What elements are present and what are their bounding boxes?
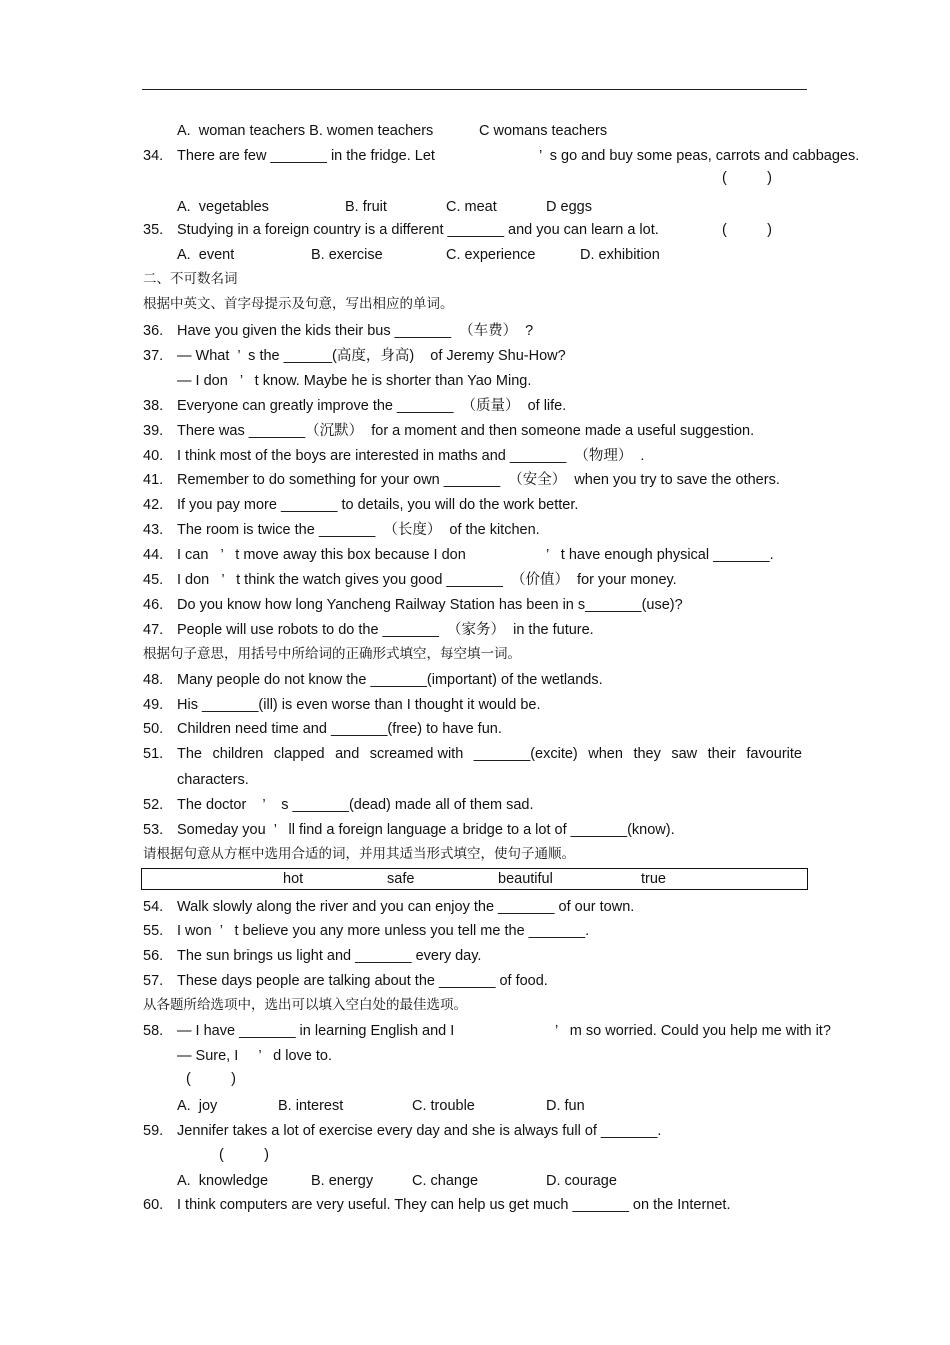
q33-option-ab: A. woman teachers B. women teachers <box>177 123 434 139</box>
q51-line2: characters. <box>177 772 249 788</box>
q51-word: they <box>633 746 661 762</box>
q35-option-d: D. exhibition <box>580 247 660 263</box>
q53-text: Someday you ’ ll find a foreign language a bridge to a lot of _______(know). <box>177 822 675 838</box>
instruction-3: 请根据句意从方框中选用合适的词，并用其适当形式填空，使句子通顺。 <box>143 846 575 862</box>
q58-text-a: — I have _______ in learning English and I <box>177 1023 455 1039</box>
q33-option-c: C womans teachers <box>479 123 608 139</box>
q51-number: 51. <box>143 746 164 762</box>
q60-text: I think computers are very useful. They can help us get much _______ on the Internet. <box>177 1197 731 1213</box>
q40-number: 40. <box>143 448 164 464</box>
q58-text-b: ’ m so worried. Could you help me with it? <box>555 1023 831 1039</box>
q51-word: The <box>177 746 202 762</box>
q59-answer-paren: ( ) <box>219 1147 269 1163</box>
q46-number: 46. <box>143 597 164 613</box>
q52-text: The doctor ’ s _______(dead) made all of them sad. <box>177 797 534 813</box>
q34-text-a: There are few _______ in the fridge. Let <box>177 148 435 164</box>
q50-text: Children need time and _______(free) to have fun. <box>177 721 502 737</box>
q37-number: 37. <box>143 348 164 364</box>
q48-text: Many people do not know the _______(important) of the wetlands. <box>177 672 603 688</box>
q50-number: 50. <box>143 721 164 737</box>
q58-line2: — Sure, I ’ d love to. <box>177 1048 332 1064</box>
q41-number: 41. <box>143 472 164 488</box>
q59-text: Jennifer takes a lot of exercise every day and she is always full of _______. <box>177 1123 662 1139</box>
q51-word: _______(excite) <box>473 746 578 762</box>
word-box-item: safe <box>387 871 415 887</box>
q39-number: 39. <box>143 423 164 439</box>
q45-text: I don ’ t think the watch gives you good _______ （价值） for your money. <box>177 572 677 588</box>
section-title: 二、不可数名词 <box>143 271 238 287</box>
q58-number: 58. <box>143 1023 164 1039</box>
q37-line1: — What ’ s the ______(高度，身高) of Jeremy Shu-How? <box>177 348 566 364</box>
top-rule <box>142 89 807 90</box>
q35-text: Studying in a foreign country is a different _______ and you can learn a lot. <box>177 222 659 238</box>
q51-word: clapped <box>273 746 325 762</box>
q44-text-b: ’ t have enough physical _______. <box>546 547 774 563</box>
q59-option-c: C. change <box>412 1173 479 1189</box>
word-box-item: true <box>641 871 666 887</box>
q34-text-b: ’ s go and buy some peas, carrots and cabbages. <box>539 148 860 164</box>
q34-option-b: B. fruit <box>345 199 387 215</box>
q38-text: Everyone can greatly improve the _______ （质量） of life. <box>177 398 567 414</box>
instruction-4: 从各题所给选项中，选出可以填入空白处的最佳选项。 <box>143 997 467 1013</box>
q58-option-c: C. trouble <box>412 1098 475 1114</box>
q55-number: 55. <box>143 923 164 939</box>
q57-number: 57. <box>143 973 164 989</box>
q51-word: their <box>707 746 736 762</box>
q36-number: 36. <box>143 323 164 339</box>
q60-number: 60. <box>143 1197 164 1213</box>
q46-text: Do you know how long Yancheng Railway Station has been in s_______(use)? <box>177 597 683 613</box>
q34-option-d: D eggs <box>546 199 592 215</box>
q58-option-a: A. joy <box>177 1098 218 1114</box>
q54-text: Walk slowly along the river and you can enjoy the _______ of our town. <box>177 899 635 915</box>
word-box <box>141 868 808 890</box>
q56-number: 56. <box>143 948 164 964</box>
q49-text: His _______(ill) is even worse than I thought it would be. <box>177 697 541 713</box>
q47-text: People will use robots to do the _______ （家务） in the future. <box>177 622 594 638</box>
q55-text: I won ’ t believe you any more unless you tell me the _______. <box>177 923 590 939</box>
q51-word: and <box>335 746 360 762</box>
q41-text: Remember to do something for your own _______ （安全） when you try to save the others. <box>177 472 780 488</box>
instruction-1: 根据中英文、首字母提示及句意，写出相应的单词。 <box>143 296 454 312</box>
q58-option-b: B. interest <box>278 1098 344 1114</box>
q57-text: These days people are talking about the _______ of food. <box>177 973 548 989</box>
q54-number: 54. <box>143 899 164 915</box>
q51-word: when <box>588 746 623 762</box>
word-box-item: hot <box>283 871 304 887</box>
q35-answer-paren: ( ) <box>722 222 772 238</box>
q34-answer-paren: ( ) <box>722 170 772 186</box>
q56-text: The sun brings us light and _______ every day. <box>177 948 482 964</box>
q51-word: children <box>212 746 264 762</box>
q42-text: If you pay more _______ to details, you will do the work better. <box>177 497 579 513</box>
q34-option-a: A. vegetables <box>177 199 269 215</box>
q59-option-a: A. knowledge <box>177 1173 269 1189</box>
q42-number: 42. <box>143 497 164 513</box>
q59-number: 59. <box>143 1123 164 1139</box>
q51-word: favourite <box>746 746 802 762</box>
q35-option-b: B. exercise <box>311 247 383 263</box>
q35-number: 35. <box>143 222 164 238</box>
q35-option-a: A. event <box>177 247 235 263</box>
q34-option-c: C. meat <box>446 199 497 215</box>
instruction-2: 根据句子意思，用括号中所给词的正确形式填空，每空填一词。 <box>143 646 521 662</box>
q40-text: I think most of the boys are interested in maths and _______ （物理） . <box>177 448 645 464</box>
q52-number: 52. <box>143 797 164 813</box>
q36-text: Have you given the kids their bus _______ （车费） ? <box>177 323 534 339</box>
q49-number: 49. <box>143 697 164 713</box>
q43-text: The room is twice the _______ （长度） of the kitchen. <box>177 522 540 538</box>
q59-option-b: B. energy <box>311 1173 374 1189</box>
q51-line1 <box>177 745 802 763</box>
q43-number: 43. <box>143 522 164 538</box>
q35-option-c: C. experience <box>446 247 536 263</box>
q45-number: 45. <box>143 572 164 588</box>
q58-answer-paren: ( ) <box>186 1071 236 1087</box>
q44-text-a: I can ’ t move away this box because I don <box>177 547 466 563</box>
q38-number: 38. <box>143 398 164 414</box>
q44-number: 44. <box>143 547 164 563</box>
q58-option-d: D. fun <box>546 1098 585 1114</box>
q48-number: 48. <box>143 672 164 688</box>
q39-text: There was _______（沉默） for a moment and then someone made a useful suggestion. <box>177 423 755 439</box>
q53-number: 53. <box>143 822 164 838</box>
word-box-item: beautiful <box>498 871 553 887</box>
q37-line2: — I don ’ t know. Maybe he is shorter than Yao Ming. <box>177 373 532 389</box>
q51-word: screamed with <box>369 746 464 762</box>
q59-option-d: D. courage <box>546 1173 617 1189</box>
q51-word: saw <box>671 746 698 762</box>
q47-number: 47. <box>143 622 164 638</box>
q34-number: 34. <box>143 148 164 164</box>
